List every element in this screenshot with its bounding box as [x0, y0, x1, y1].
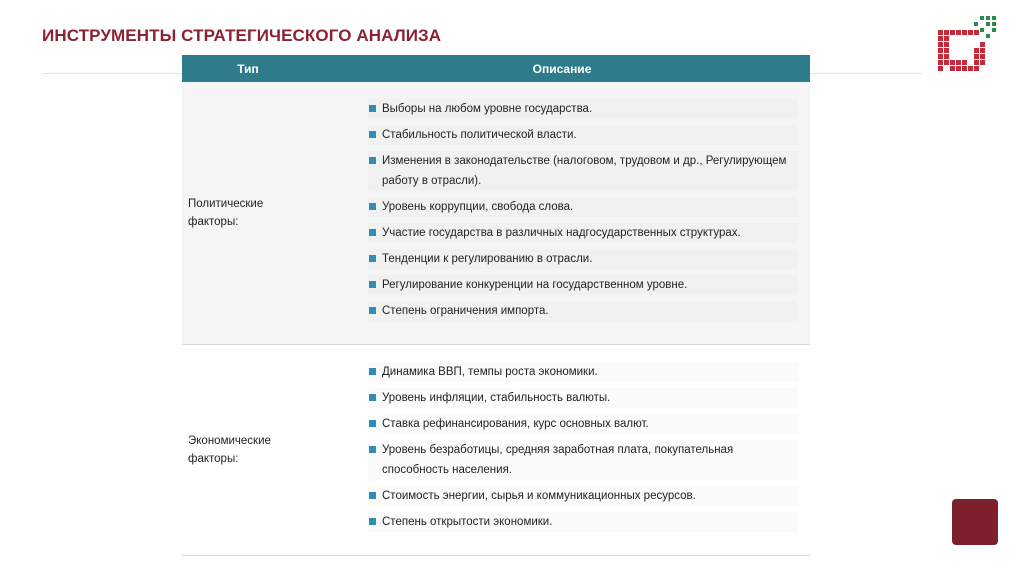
header-description: Описание [314, 55, 810, 82]
list-item: Уровень безработицы, средняя заработная плата, покупательная способность населения. [368, 440, 798, 480]
table-header-row [182, 55, 810, 82]
list-item: Тенденции к регулированию в отрасли. [368, 249, 798, 269]
factors-table [182, 55, 810, 556]
list-item: Степень ограничения импорта. [368, 301, 798, 321]
factor-list [314, 99, 810, 321]
list-item: Уровень коррупции, свобода слова. [368, 197, 798, 217]
list-item: Выборы на любом уровне государства. [368, 99, 798, 119]
list-item: Степень открытости экономики. [368, 512, 798, 532]
table-row-political [182, 82, 810, 345]
list-item: Регулирование конкуренции на государственном уровне. [368, 275, 798, 295]
next-slide-button[interactable] [952, 499, 998, 545]
list-item: Стабильность политической власти. [368, 125, 798, 145]
table-row-economic [182, 345, 810, 556]
list-item: Изменения в законодательстве (налоговом, трудовом и др., Регулирующем работу в отрасли). [368, 151, 798, 191]
factor-list [314, 362, 810, 532]
list-item: Динамика ВВП, темпы роста экономики. [368, 362, 798, 382]
list-item: Уровень инфляции, стабильность валюты. [368, 388, 798, 408]
type-label: Экономические факторы: [188, 435, 271, 465]
type-label: Политические факторы: [188, 198, 264, 228]
list-item: Стоимость энергии, сырья и коммуникационных ресурсов. [368, 486, 798, 506]
list-item: Ставка рефинансирования, курс основных валют. [368, 414, 798, 434]
header-type: Тип [182, 55, 314, 82]
logo-icon [934, 12, 1000, 78]
list-item: Участие государства в различных надгосударственных структурах. [368, 223, 798, 243]
slide-title: ИНСТРУМЕНТЫ СТРАТЕГИЧЕСКОГО АНАЛИЗА [42, 26, 442, 45]
